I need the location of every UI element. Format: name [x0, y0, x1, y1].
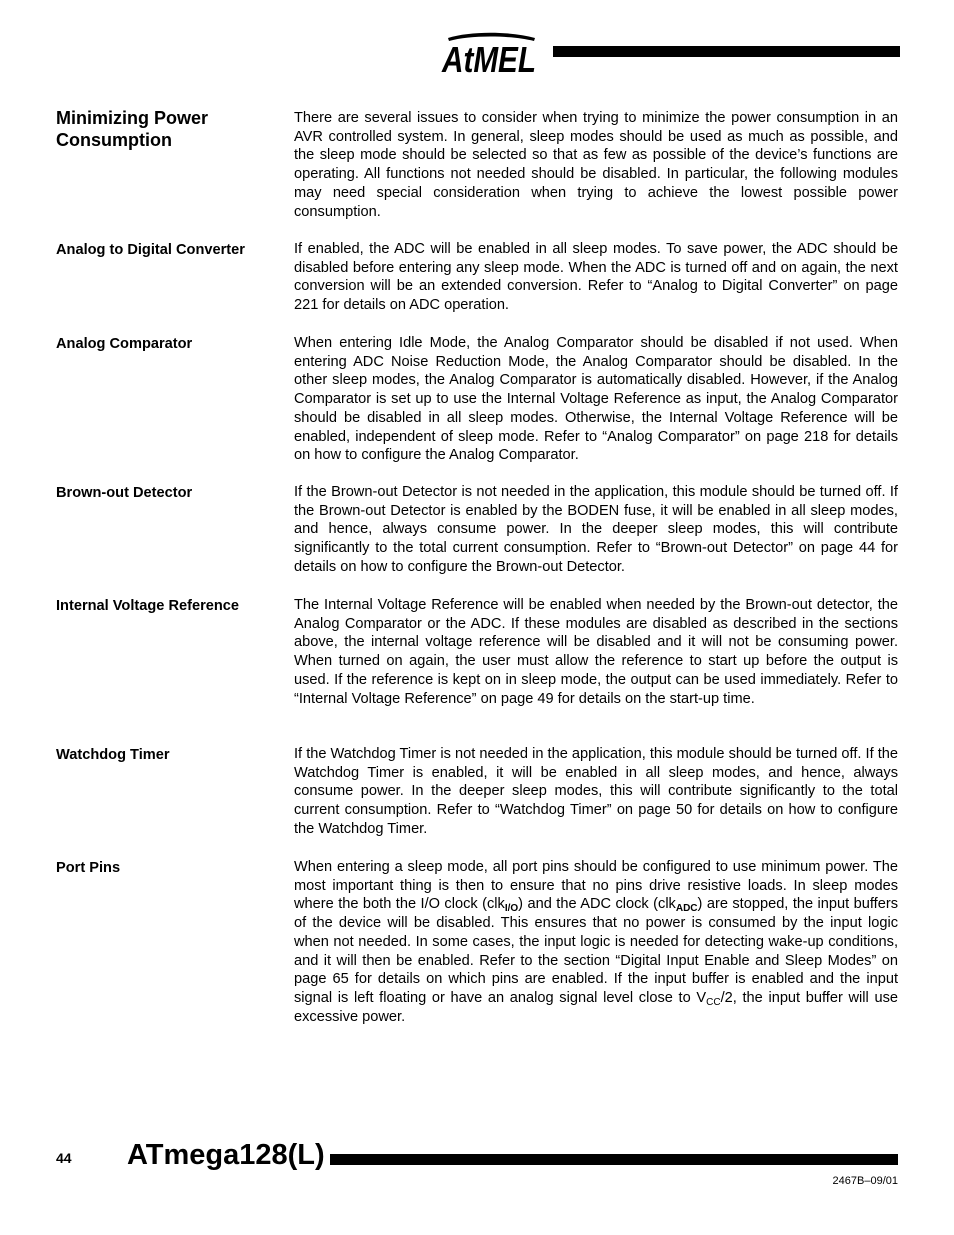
- section-heading-brown-out: Brown-out Detector: [56, 485, 193, 501]
- paragraph-port-pins: When entering a sleep mode, all port pins should be configured to use minimum power. The most important thing is then to ensure that no pins drive resistive loads. In sleep modes where the both the I/O clock (clk$_{I/O}$) and the ADC clock (clk$_{ADC}$) are stopped, the input buffers of the device will be disabled. This ensures that no power is consumed by the input logic when not needed. In some cases, the input logic is needed for detecting wake-up conditions, and it will then be enabled. Refer to the section “Digital Input Enable and Sleep Modes” on page 65 for details on which pins are enabled. If the input buffer is enabled and the input signal is left floating or have an analog signal level close to $V_{CC}/2$, the input buffer will use excessive power.: [294, 859, 898, 1025]
- paragraph-watchdog-timer: If the Watchdog Timer is not needed in the application, this module should be turned off. If the Watchdog Timer is enabled, it will be enabled in all sleep modes, and hence, always consume power. In the deeper sleep modes, this will contribute significantly to the total current consumption. Refer to “Watchdog Timer” on page 50 for details on how to configure the Watchdog Timer.: [294, 746, 898, 837]
- atmel-logo: [440, 30, 538, 80]
- section-heading-watchdog-timer: Watchdog Timer: [56, 747, 170, 763]
- page-number: 44: [56, 1150, 72, 1166]
- paragraph-analog-comparator: When entering Idle Mode, the Analog Comparator should be disabled if not used. When entering ADC Noise Reduction Mode, the Analog Comparator should be disabled. In the other sleep modes, the Analog Comparator is automatically disabled. However, if the Analog Comparator is set up to use the Internal Voltage Reference as input, the Analog Comparator should be disabled in all sleep modes. Otherwise, the Internal Voltage Reference will be enabled, independent of sleep mode. Refer to “Analog Comparator” on page 218 for details on how to configure the Analog Comparator.: [294, 335, 898, 464]
- section-heading-internal-voltage-reference: Internal Voltage Reference: [56, 598, 240, 614]
- paragraph-minimizing-power: There are several issues to consider when trying to minimize the power consumption in an AVR controlled system. In general, sleep modes should be used as much as possible, and the sleep mode should be selected so that as few as possible of the device’s functions are operating. All functions not needed should be disabled. In particular, the following modules may need special consideration when trying to achieve the lowest possible power consumption.: [294, 110, 898, 220]
- paragraph-brown-out: If the Brown-out Detector is not needed in the application, this module should be turned off. If the Brown-out Detector is enabled by the BODEN fuse, it will be enabled in all sleep modes, and hence, always consume power. In the deeper sleep modes, this will contribute significantly to the total current consumption. Refer to “Brown-out Detector” on page 44 for details on how to configure the Brown-out Detector.: [294, 484, 898, 575]
- svg-text:AtMEL: AtMEL: [441, 39, 536, 80]
- document-title: ATmega128(L): [127, 1139, 325, 1171]
- document-code: 2467B–09/01: [832, 1175, 898, 1187]
- footer-rule: [330, 1154, 898, 1165]
- paragraph-internal-voltage-reference: The Internal Voltage Reference will be enabled when needed by the Brown-out detector, the Analog Comparator or the ADC. If these modules are disabled as described in the sections above, the internal voltage reference will be disabled and it will not be consuming power. When turned on again, the user must allow the reference to start up before the output is used. If the reference is kept on in sleep mode, the output can be used immediately. Refer to “Internal Voltage Reference” on page 49 for details on the start-up time.: [294, 597, 898, 707]
- section-heading-minimizing-power: Minimizing Power Consumption: [56, 108, 209, 150]
- section-heading-analog-comparator: Analog Comparator: [56, 336, 193, 352]
- section-heading-port-pins: Port Pins: [56, 860, 121, 876]
- paragraph-adc: If enabled, the ADC will be enabled in all sleep modes. To save power, the ADC should be disabled before entering any sleep mode. When the ADC is turned off and on again, the next conversion will be an extended conversion. Refer to “Analog to Digital Converter” on page 221 for details on ADC operation.: [294, 241, 898, 314]
- section-heading-adc: Analog to Digital Converter: [56, 242, 245, 258]
- header-rule: [553, 46, 900, 57]
